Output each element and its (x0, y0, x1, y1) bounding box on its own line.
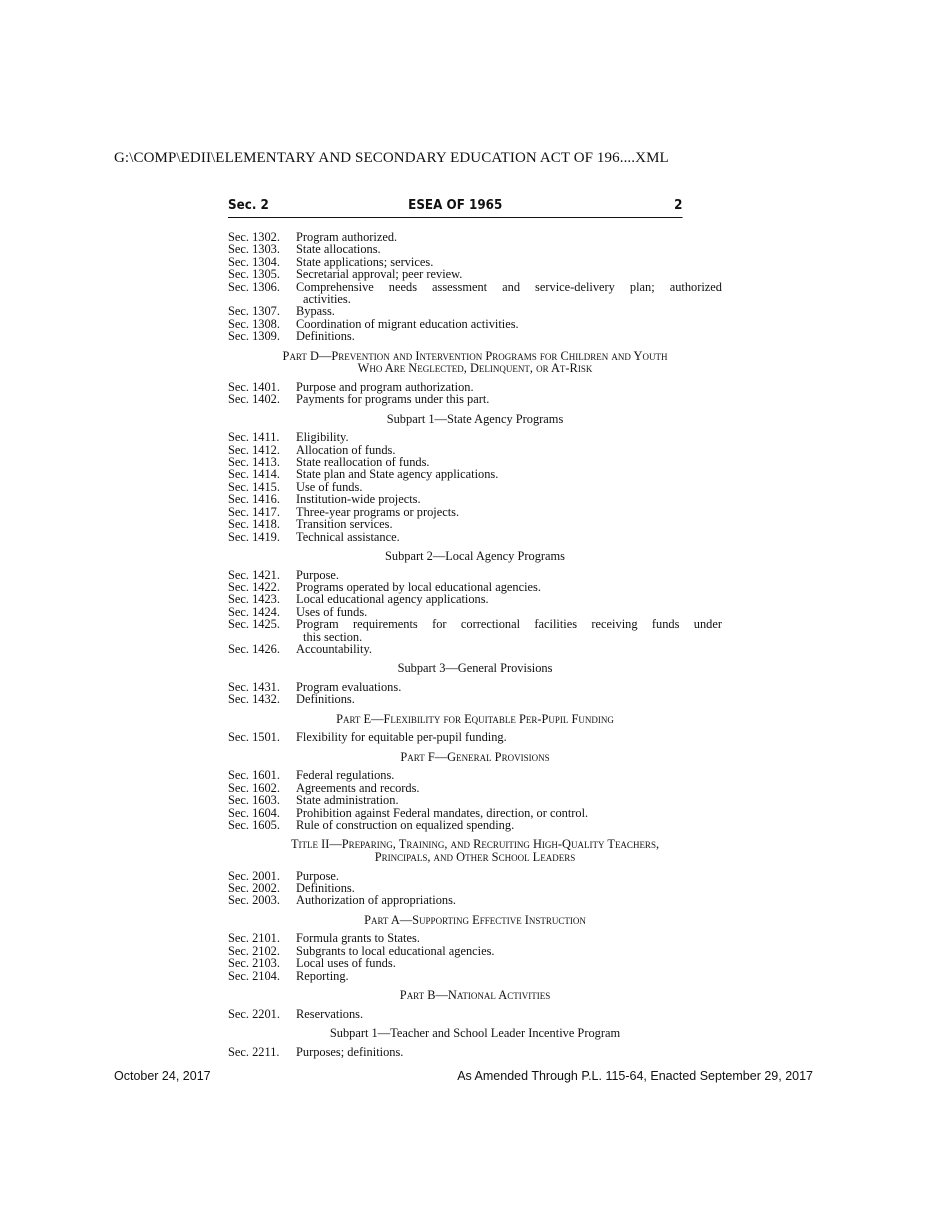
section-number: Sec. 1304. (228, 254, 280, 269)
section-number: Sec. 1419. (228, 529, 280, 544)
section-number: Sec. 1424. (228, 604, 280, 619)
part-heading (228, 914, 722, 927)
toc-entry (228, 493, 722, 505)
section-number: Sec. 1417. (228, 504, 280, 519)
section-title: Uses of funds. (296, 604, 368, 619)
section-title: Programs operated by local educational agencies. (296, 579, 541, 594)
section-number: Sec. 1431. (228, 679, 280, 694)
toc-entry (228, 794, 722, 806)
section-title: State administration. (296, 793, 399, 808)
part-heading-line: Part F—General Provisions (400, 749, 550, 764)
section-number: Sec. 1426. (228, 641, 280, 656)
section-number: Sec. 1402. (228, 392, 280, 407)
section-title: Use of funds. (296, 479, 363, 494)
toc-entry (228, 970, 722, 982)
section-number: Sec. 1306. (228, 279, 280, 294)
header-section: Sec. 2 (228, 198, 269, 213)
section-title-line: Program requirements for correctional facilities receiving funds under (296, 617, 722, 632)
table-of-contents (228, 231, 722, 1058)
file-path: G:\COMP\EDII\ELEMENTARY AND SECONDARY EDUCATION ACT OF 196....XML (114, 150, 669, 166)
section-number: Sec. 1421. (228, 567, 280, 582)
toc-entry (228, 393, 722, 405)
section-number: Sec. 1401. (228, 379, 280, 394)
part-heading-line: Principals, and Other School Leaders (374, 849, 576, 864)
section-title: Rule of construction on equalized spending. (296, 817, 515, 832)
footer-amended-note: As Amended Through P.L. 115-64, Enacted September 29, 2017 (457, 1069, 813, 1083)
section-title-continuation: activities. (303, 292, 351, 307)
subpart-heading: Subpart 1—State Agency Programs (386, 411, 564, 426)
section-title: Institution-wide projects. (296, 492, 421, 507)
toc-entry (228, 643, 722, 655)
section-number: Sec. 2211. (228, 1044, 280, 1059)
section-number: Sec. 1305. (228, 267, 280, 282)
part-heading (228, 989, 722, 1002)
section-number: Sec. 2104. (228, 968, 280, 983)
section-title: Purpose and program authorization. (296, 379, 474, 394)
toc-entry (228, 531, 722, 543)
section-title: Federal regulations. (296, 768, 395, 783)
toc-entry (228, 819, 722, 831)
part-heading (228, 751, 722, 764)
toc-entry (228, 468, 722, 480)
toc-entry (228, 693, 722, 705)
part-heading-line: Part E—Flexibility for Equitable Per-Pupil Funding (336, 711, 614, 726)
part-heading-line: Part D—Prevention and Intervention Programs for Children and Youth (282, 348, 668, 363)
section-title (296, 281, 722, 306)
section-title: State applications; services. (296, 254, 434, 269)
section-title: Prohibition against Federal mandates, direction, or control. (296, 805, 589, 820)
section-number: Sec. 1413. (228, 455, 280, 470)
section-number: Sec. 2003. (228, 893, 280, 908)
section-title: Coordination of migrant education activities. (296, 316, 519, 331)
part-heading (228, 713, 722, 726)
section-number: Sec. 1432. (228, 692, 280, 707)
toc-entry (228, 281, 722, 306)
header-title: ESEA OF 1965 (408, 198, 503, 213)
part-heading (228, 838, 722, 863)
section-number: Sec. 2101. (228, 931, 280, 946)
section-title: Accountability. (296, 641, 372, 656)
section-number: Sec. 1501. (228, 730, 280, 745)
section-title: State allocations. (296, 242, 381, 257)
section-title: Agreements and records. (296, 780, 420, 795)
section-title: Technical assistance. (296, 529, 400, 544)
header-page-number: 2 (674, 198, 683, 213)
section-title: Bypass. (296, 304, 335, 319)
section-number: Sec. 1425. (228, 617, 280, 632)
section-title: Subgrants to local educational agencies. (296, 943, 495, 958)
section-number: Sec. 2102. (228, 943, 280, 958)
section-number: Sec. 1302. (228, 230, 280, 244)
section-title: Purpose. (296, 868, 340, 883)
section-number: Sec. 1422. (228, 579, 280, 594)
section-number: Sec. 2201. (228, 1006, 280, 1021)
section-title: Transition services. (296, 517, 393, 532)
section-title: Definitions. (296, 692, 355, 707)
section-title: Flexibility for equitable per-pupil funding. (296, 730, 507, 745)
toc-entry (228, 305, 722, 317)
subpart-heading: Subpart 1—Teacher and School Leader Incentive Program (329, 1026, 621, 1040)
toc-entry (228, 769, 722, 781)
section-number: Sec. 2001. (228, 868, 280, 883)
section-title: Authorization of appropriations. (296, 893, 457, 908)
section-number: Sec. 1308. (228, 316, 280, 331)
section-title (296, 618, 722, 643)
section-number: Sec. 1604. (228, 805, 280, 820)
section-number: Sec. 1602. (228, 780, 280, 795)
toc-entry (228, 330, 722, 342)
section-title: Eligibility. (296, 430, 349, 445)
section-number: Sec. 1303. (228, 242, 280, 257)
section-title: Reservations. (296, 1006, 364, 1021)
section-number: Sec. 2103. (228, 956, 280, 971)
section-title: State plan and State agency applications. (296, 467, 499, 482)
section-title-line: Comprehensive needs assessment and service-delivery plan; authorized (296, 279, 722, 294)
section-title: State reallocation of funds. (296, 455, 430, 470)
subpart-heading: Subpart 2—Local Agency Programs (385, 548, 565, 563)
part-heading-line: Who Are Neglected, Delinquent, or At-Risk (357, 361, 593, 376)
subpart-heading: Subpart 3—General Provisions (397, 661, 553, 676)
toc-entry (228, 618, 722, 643)
toc-entry (228, 731, 722, 743)
section-title: Definitions. (296, 880, 355, 895)
toc-entry (228, 268, 722, 280)
section-number: Sec. 1415. (228, 479, 280, 494)
toc-entry (228, 593, 722, 605)
section-title: Program evaluations. (296, 679, 402, 694)
toc-entry (228, 243, 722, 255)
toc-entry (228, 1008, 722, 1020)
section-title: Definitions. (296, 329, 355, 344)
toc-entry (228, 1046, 722, 1058)
section-number: Sec. 1603. (228, 793, 280, 808)
section-title: Purposes; definitions. (296, 1044, 404, 1059)
section-number: Sec. 1601. (228, 768, 280, 783)
toc-entry (228, 894, 722, 906)
section-title: Three-year programs or projects. (296, 504, 460, 519)
page-header (228, 197, 682, 218)
toc-entry (228, 518, 722, 530)
section-title: Formula grants to States. (296, 931, 420, 946)
toc-entry (228, 932, 722, 944)
section-title: Purpose. (296, 567, 340, 582)
section-number: Sec. 1423. (228, 592, 280, 607)
section-number: Sec. 1309. (228, 329, 280, 344)
section-title: Local educational agency applications. (296, 592, 489, 607)
section-number: Sec. 1418. (228, 517, 280, 532)
toc-entry (228, 431, 722, 443)
section-number: Sec. 1411. (228, 430, 280, 445)
section-title-continuation: this section. (303, 629, 363, 644)
section-number: Sec. 1416. (228, 492, 280, 507)
section-title: Payments for programs under this part. (296, 392, 490, 407)
section-title: Secretarial approval; peer review. (296, 267, 463, 282)
section-number: Sec. 1414. (228, 467, 280, 482)
part-heading-line: Part B—National Activities (399, 988, 551, 1002)
section-title: Allocation of funds. (296, 442, 396, 457)
section-title: Reporting. (296, 968, 349, 983)
section-title: Local uses of funds. (296, 956, 396, 971)
section-number: Sec. 2002. (228, 880, 280, 895)
section-number: Sec. 1412. (228, 442, 280, 457)
section-number: Sec. 1307. (228, 304, 280, 319)
section-number: Sec. 1605. (228, 817, 280, 832)
toc-entry (228, 957, 722, 969)
footer-date: October 24, 2017 (114, 1069, 211, 1083)
part-heading (228, 350, 722, 375)
part-heading-line: Title II—Preparing, Training, and Recruiting High-Quality Teachers, (290, 837, 660, 852)
section-title: Program authorized. (296, 230, 398, 244)
part-heading-line: Part A—Supporting Effective Instruction (364, 912, 586, 927)
